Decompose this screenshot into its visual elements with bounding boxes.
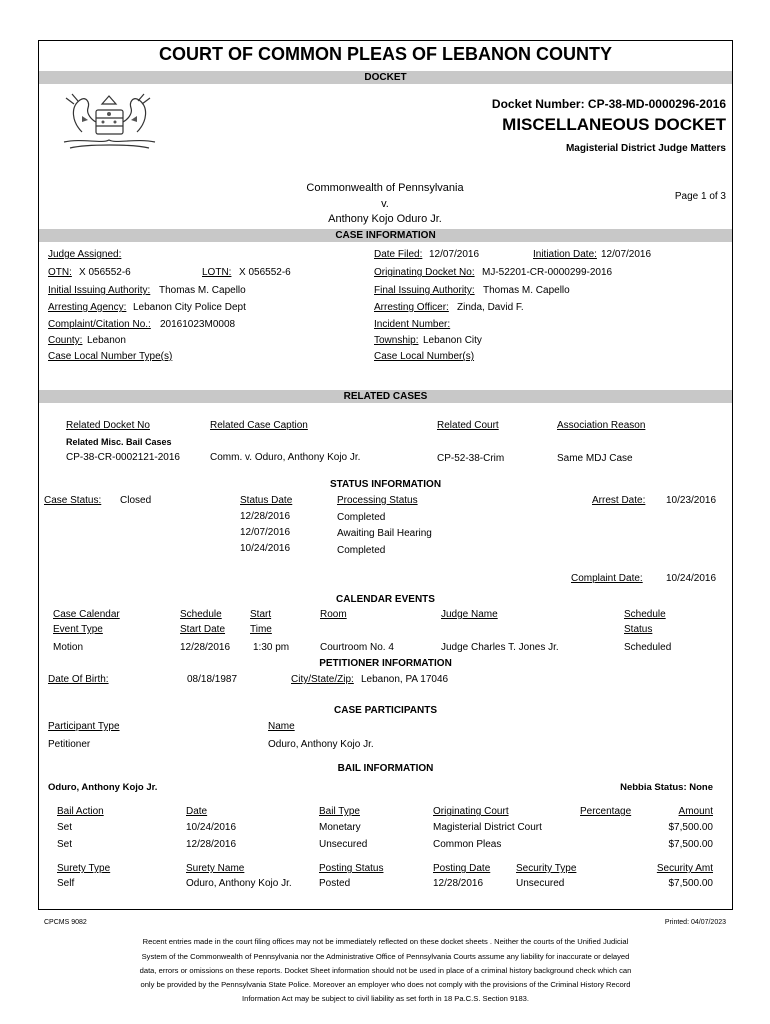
bail-action-header: Bail Action	[57, 806, 104, 817]
security-amt-header: Security Amt	[656, 863, 713, 874]
calendar-bar: CALENDAR EVENTS	[39, 593, 732, 606]
final-auth: Thomas M. Capello	[483, 285, 570, 296]
security-type: Unsecured	[516, 878, 565, 889]
cal-status-header: Schedule	[624, 609, 666, 620]
cal-time: 1:30 pm	[253, 642, 290, 653]
judge-label: Judge Assigned:	[48, 249, 122, 260]
date-filed-label: Date Filed:	[374, 249, 423, 260]
participant-type: Petitioner	[48, 739, 91, 750]
related-group: Related Misc. Bail Cases	[66, 437, 172, 447]
related-caption-header: Related Case Caption	[210, 420, 308, 431]
docket-number: Docket Number: CP-38-MD-0000296-2016	[491, 97, 726, 111]
caption-plaintiff: Commonwealth of Pennsylvania	[306, 182, 464, 194]
cal-date: 12/28/2016	[180, 642, 231, 653]
arrest-date-label: Arrest Date:	[592, 495, 646, 506]
disclaimer-line: Information Act may be subject to civil liability as set forth in 18 Pa.C.S. Section 9183.	[241, 994, 530, 1003]
bail-row-court: Magisterial District Court	[433, 822, 542, 833]
docket-type: MISCELLANEOUS DOCKET	[502, 115, 726, 134]
initial-auth: Thomas M. Capello	[159, 285, 246, 296]
cal-sched-header-2: Start Date	[180, 624, 226, 635]
surety-type: Self	[57, 878, 75, 889]
petitioner-bar: PETITIONER INFORMATION	[39, 657, 732, 670]
bail-row-date: 10/24/2016	[186, 822, 237, 833]
orig-docket: MJ-52201-CR-0000299-2016	[482, 267, 613, 278]
status-bar: STATUS INFORMATION	[39, 478, 732, 491]
initiation-label: Initiation Date:	[533, 249, 597, 260]
incident-label: Incident Number:	[374, 319, 451, 330]
case-status-label: Case Status:	[44, 495, 102, 506]
csz-label: City/State/Zip:	[291, 674, 354, 685]
bail-type-header: Bail Type	[319, 806, 360, 817]
bail-row-action: Set	[57, 822, 73, 833]
bail-bar: BAIL INFORMATION	[39, 762, 732, 775]
security-type-header: Security Type	[516, 863, 577, 874]
cal-sched-header: Schedule	[180, 609, 222, 620]
bail-row-date: 12/28/2016	[186, 839, 237, 850]
date-filed: 12/07/2016	[429, 249, 480, 260]
posting-date-header: Posting Date	[433, 863, 491, 874]
cal-status: Scheduled	[624, 642, 672, 653]
bail-person: Oduro, Anthony Kojo Jr.	[48, 782, 158, 793]
bail-date-header: Date	[186, 806, 208, 817]
security-amt: $7,500.00	[668, 878, 713, 889]
surety-name: Oduro, Anthony Kojo Jr.	[186, 878, 292, 889]
bail-row-action: Set	[57, 839, 73, 850]
initiation-date: 12/07/2016	[601, 249, 652, 260]
dob-label: Date Of Birth:	[48, 674, 109, 685]
disclaimer-line: data, errors or omissions on these reports. Docket Sheet information should not be used in place of a criminal history background check which can	[139, 966, 632, 975]
otn: X 056552-6	[79, 267, 131, 278]
lotn: X 056552-6	[239, 267, 291, 278]
cal-type-header: Case Calendar	[53, 609, 120, 620]
cal-type-header-2: Event Type	[53, 624, 103, 635]
related-reason-header: Association Reason	[557, 420, 646, 431]
participant-type-header: Participant Type	[48, 721, 120, 732]
bail-amount-header: Amount	[678, 806, 713, 817]
lotn-label: LOTN:	[202, 267, 232, 278]
cal-status-header-2: Status	[624, 624, 653, 635]
page-number: Page 1 of 3	[674, 191, 726, 202]
township-label: Township:	[374, 335, 419, 346]
cal-judge-header: Judge Name	[441, 609, 498, 620]
agency-label: Arresting Agency:	[48, 302, 127, 313]
form-number: CPCMS 9082	[44, 919, 87, 926]
related-court-header: Related Court	[437, 420, 499, 431]
cal-type: Motion	[53, 642, 84, 653]
status-row-status: Completed	[337, 512, 386, 523]
participant-name: Oduro, Anthony Kojo Jr.	[268, 739, 374, 750]
related-docket: CP-38-CR-0002121-2016	[66, 452, 180, 463]
docket-bar: DOCKET	[39, 71, 732, 84]
status-date-header: Status Date	[240, 495, 293, 506]
county: Lebanon	[87, 335, 126, 346]
related-reason: Same MDJ Case	[557, 453, 633, 464]
final-auth-label: Final Issuing Authority:	[374, 285, 475, 296]
posting-status: Posted	[319, 878, 351, 889]
initial-auth-label: Initial Issuing Authority:	[48, 285, 151, 296]
dob: 08/18/1987	[187, 674, 238, 685]
county-label: County:	[48, 335, 83, 346]
cal-judge: Judge Charles T. Jones Jr.	[441, 642, 559, 653]
status-row-date: 10/24/2016	[240, 543, 291, 554]
docket-subtitle: Magisterial District Judge Matters	[565, 143, 726, 154]
status-row-date: 12/28/2016	[240, 511, 291, 522]
related-caption: Comm. v. Oduro, Anthony Kojo Jr.	[210, 452, 361, 463]
surety-name-header: Surety Name	[186, 863, 245, 874]
officer-label: Arresting Officer:	[374, 302, 449, 313]
printed-date: Printed: 04/07/2023	[664, 919, 726, 926]
disclaimer-line: Recent entries made in the court filing offices may not be immediately reflected on these docket sheets . Neither the courts of the Unified Judicial	[142, 937, 629, 946]
participants-bar: CASE PARTICIPANTS	[39, 704, 732, 717]
cal-room: Courtroom No. 4	[320, 642, 394, 653]
pennsylvania-seal-icon	[52, 92, 167, 154]
nebbia-status: Nebbia Status: None	[620, 782, 713, 793]
disclaimer-line: System of the Commonwealth of Pennsylvania nor the Administrative Office of Pennsylvania Courts assume any liability for inaccurate or delayed	[141, 952, 630, 961]
bail-pct-header: Percentage	[580, 806, 632, 817]
bail-court-header: Originating Court	[433, 806, 509, 817]
status-row-status: Completed	[337, 545, 386, 556]
surety-type-header: Surety Type	[57, 863, 111, 874]
posting-date: 12/28/2016	[433, 878, 484, 889]
bail-row-type: Unsecured	[319, 839, 368, 850]
status-row-date: 12/07/2016	[240, 527, 291, 538]
complaint-date: 10/24/2016	[666, 573, 717, 584]
court-title: COURT OF COMMON PLEAS OF LEBANON COUNTY	[159, 44, 612, 64]
status-row-status: Awaiting Bail Hearing	[337, 528, 432, 539]
caption-defendant: Anthony Kojo Oduro Jr.	[328, 213, 442, 225]
disclaimer-line: only be provided by the Pennsylvania State Police. Moreover an employer who does not comply with the provisions of the Criminal History Record	[140, 980, 631, 989]
bail-row-amount: $7,500.00	[668, 822, 713, 833]
bail-row-amount: $7,500.00	[668, 839, 713, 850]
related-court: CP-52-38-Crim	[437, 453, 505, 464]
arrest-date: 10/23/2016	[666, 495, 717, 506]
case-status: Closed	[120, 495, 152, 506]
docket-frame	[38, 40, 733, 910]
cal-start-header: Start	[250, 609, 272, 620]
participant-name-header: Name	[268, 721, 295, 732]
related-docket-header: Related Docket No	[66, 420, 150, 431]
posting-status-header: Posting Status	[319, 863, 384, 874]
cal-start-header-2: Time	[250, 624, 272, 635]
case-info-bar: CASE INFORMATION	[39, 229, 732, 242]
processing-status-header: Processing Status	[337, 495, 418, 506]
orig-docket-label: Originating Docket No:	[374, 267, 475, 278]
csz: Lebanon, PA 17046	[361, 674, 449, 685]
related-bar: RELATED CASES	[39, 390, 732, 403]
complaint-label: Complaint/Citation No.:	[48, 319, 151, 330]
complaint-date-label: Complaint Date:	[571, 573, 643, 584]
cal-room-header: Room	[320, 609, 347, 620]
caption-versus: v.	[381, 198, 389, 210]
otn-label: OTN:	[48, 267, 72, 278]
local-num-label: Case Local Number(s)	[374, 351, 475, 362]
local-type-label: Case Local Number Type(s)	[48, 351, 173, 362]
township: Lebanon City	[423, 335, 482, 346]
bail-row-court: Common Pleas	[433, 839, 502, 850]
complaint-no: 20161023M0008	[160, 319, 236, 330]
agency: Lebanon City Police Dept	[133, 302, 246, 313]
bail-row-type: Monetary	[319, 822, 361, 833]
officer: Zinda, David F.	[457, 302, 524, 313]
